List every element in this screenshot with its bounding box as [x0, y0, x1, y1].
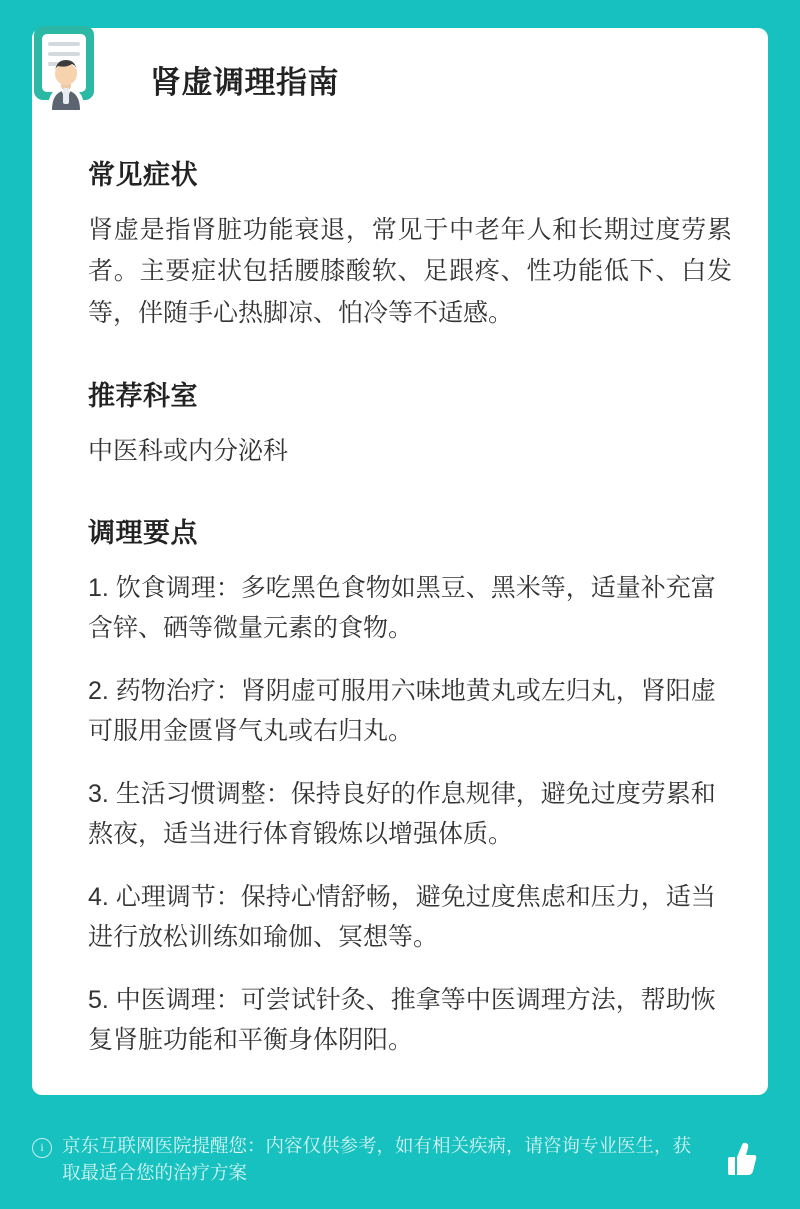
info-icon: i — [32, 1138, 52, 1158]
section-heading-department: 推荐科室 — [88, 380, 198, 411]
document-person-icon — [28, 22, 106, 114]
page-title: 肾虚调理指南 — [150, 65, 339, 100]
list-item: 1. 饮食调理：多吃黑色食物如黑豆、黑米等，适量补充富含锌、硒等微量元素的食物。 — [88, 573, 716, 643]
list-item: 5. 中医调理：可尝试针灸、推拿等中医调理方法，帮助恢复肾脏功能和平衡身体阴阳。 — [88, 985, 716, 1055]
thumbs-up-icon[interactable] — [716, 1137, 760, 1181]
list-item: 4. 心理调节：保持心情舒畅，避免过度焦虑和压力，适当进行放松训练如瑜伽、冥想等。 — [88, 882, 716, 952]
department-text: 中医科或内分泌科 — [88, 436, 289, 465]
section-heading-symptoms: 常见症状 — [88, 160, 198, 191]
tips-list — [62, 568, 738, 1061]
symptoms-text: 肾虚是指肾脏功能衰退，常见于中老年人和长期过度劳累者。主要症状包括腰膝酸软、足跟疼、性功能低下、白发等，伴随手心热脚凉、怕冷等不适感。 — [88, 216, 732, 327]
list-item: 3. 生活习惯调整：保持良好的作息规律，避免过度劳累和熬夜，适当进行体育锻炼以增强体质。 — [88, 779, 716, 849]
content-card — [32, 28, 768, 1095]
section-heading-tips: 调理要点 — [88, 517, 198, 548]
footer-text: 京东互联网医院提醒您：内容仅供参考，如有相关疾病，请咨询专业医生，获取最适合您的治疗方案 — [62, 1134, 692, 1184]
footer-disclaimer — [32, 1132, 768, 1188]
footer-left-group — [32, 1132, 702, 1188]
list-item: 2. 药物治疗：肾阴虚可服用六味地黄丸或左归丸，肾阳虚可服用金匮肾气丸或右归丸。 — [88, 676, 716, 746]
